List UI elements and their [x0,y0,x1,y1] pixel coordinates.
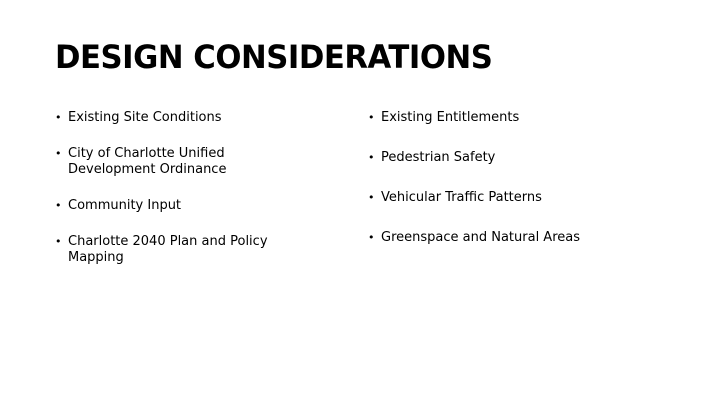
list-item-text: Community Input [68,198,182,213]
list-item-text: Greenspace and Natural Areas [381,230,580,245]
left-bullet-list [55,110,325,286]
list-item [368,150,668,166]
right-bullet-list [368,110,668,266]
list-item [55,198,325,214]
list-item [368,110,668,126]
bullet-icon: • [368,151,375,164]
list-item-text: Existing Entitlements [381,110,520,125]
bullet-icon: • [368,231,375,244]
bullet-icon: • [55,235,62,248]
bullet-icon: • [55,147,62,160]
list-item [55,146,325,178]
bullet-icon: • [55,111,62,124]
list-item [368,230,668,246]
bullet-icon: • [368,111,375,124]
list-item-text: City of Charlotte Unified Development Ordinance [68,146,227,177]
list-item [368,190,668,206]
list-item [55,110,325,126]
list-item-text: Vehicular Traffic Patterns [381,190,542,205]
list-item-text: Pedestrian Safety [381,150,496,165]
list-item [55,234,325,266]
list-item-text: Charlotte 2040 Plan and Policy Mapping [68,234,268,265]
bullet-icon: • [55,199,62,212]
list-item-text: Existing Site Conditions [68,110,222,125]
bullet-icon: • [368,191,375,204]
slide-title: DESIGN CONSIDERATIONS [55,38,493,76]
